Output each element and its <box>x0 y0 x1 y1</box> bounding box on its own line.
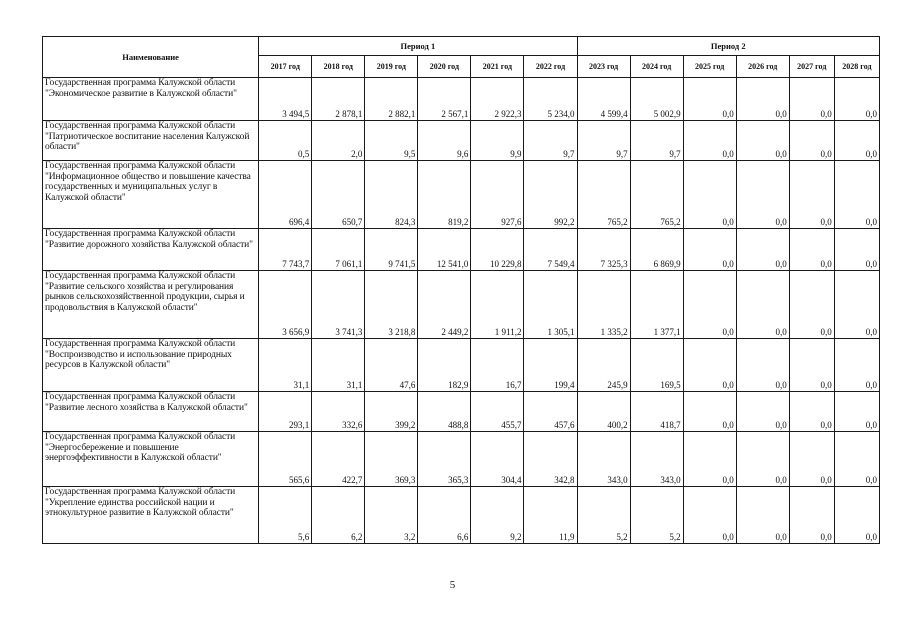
year-header: 2022 год <box>524 56 577 78</box>
program-name-cell: Государственная программа Калужской области "Развитие дорожного хозяйства Калужской области" <box>43 229 259 271</box>
document-sheet <box>42 36 880 544</box>
page-number: 5 <box>449 579 456 591</box>
value-cell: 765,2 <box>630 161 683 229</box>
value-cell: 0,0 <box>736 432 789 487</box>
value-cell: 7 549,4 <box>524 229 577 271</box>
value-cell: 0,0 <box>736 229 789 271</box>
program-name-cell: Государственная программа Калужской области "Развитие сельского хозяйства и регулирования рынков сельскохозяйственной продукции, сырья и продовольствия в Калужской области" <box>43 271 259 339</box>
value-cell: 9,9 <box>471 121 524 161</box>
value-cell: 7 325,3 <box>577 229 630 271</box>
value-cell: 245,9 <box>577 339 630 392</box>
value-cell: 2 567,1 <box>418 78 471 121</box>
program-name-cell: Государственная программа Калужской области "Энергосбережение и повышение энергоэффективности в Калужской области" <box>43 432 259 487</box>
value-cell: 9,7 <box>577 121 630 161</box>
table-row <box>43 78 880 121</box>
value-cell: 9,7 <box>524 121 577 161</box>
value-cell: 0,0 <box>789 229 834 271</box>
value-cell: 0,0 <box>736 487 789 544</box>
value-cell: 4 599,4 <box>577 78 630 121</box>
program-name-cell: Государственная программа Калужской области "Патриотическое воспитание населения Калужской области" <box>43 121 259 161</box>
value-cell: 2,0 <box>312 121 365 161</box>
value-cell: 0,0 <box>789 487 834 544</box>
program-name-cell: Государственная программа Калужской области "Воспроизводство и использование природных ресурсов в Калужской области" <box>43 339 259 392</box>
table-row <box>43 161 880 229</box>
value-cell: 765,2 <box>577 161 630 229</box>
period-1-header: Период 1 <box>259 37 577 56</box>
value-cell: 0,0 <box>683 229 736 271</box>
value-cell: 0,0 <box>789 339 834 392</box>
value-cell: 0,0 <box>736 392 789 432</box>
name-column-header: Наименование <box>43 37 259 78</box>
value-cell: 696,4 <box>259 161 312 229</box>
value-cell: 9,2 <box>471 487 524 544</box>
value-cell: 0,0 <box>789 161 834 229</box>
value-cell: 650,7 <box>312 161 365 229</box>
value-cell: 47,6 <box>365 339 418 392</box>
value-cell: 0,0 <box>736 161 789 229</box>
value-cell: 457,6 <box>524 392 577 432</box>
value-cell: 399,2 <box>365 392 418 432</box>
value-cell: 0,0 <box>683 487 736 544</box>
year-header: 2024 год <box>630 56 683 78</box>
value-cell: 0,0 <box>834 161 879 229</box>
value-cell: 2 882,1 <box>365 78 418 121</box>
program-name-cell: Государственная программа Калужской области "Экономическое развитие в Калужской области" <box>43 78 259 121</box>
value-cell: 2 922,3 <box>471 78 524 121</box>
value-cell: 0,0 <box>834 392 879 432</box>
value-cell: 0,0 <box>834 432 879 487</box>
value-cell: 5 234,0 <box>524 78 577 121</box>
value-cell: 0,0 <box>683 78 736 121</box>
value-cell: 182,9 <box>418 339 471 392</box>
value-cell: 11,9 <box>524 487 577 544</box>
value-cell: 400,2 <box>577 392 630 432</box>
value-cell: 2 878,1 <box>312 78 365 121</box>
value-cell: 9,7 <box>630 121 683 161</box>
value-cell: 3 656,9 <box>259 271 312 339</box>
value-cell: 5 002,9 <box>630 78 683 121</box>
value-cell: 0,0 <box>834 229 879 271</box>
value-cell: 0,0 <box>834 121 879 161</box>
value-cell: 10 229,8 <box>471 229 524 271</box>
value-cell: 293,1 <box>259 392 312 432</box>
value-cell: 0,0 <box>683 392 736 432</box>
value-cell: 0,0 <box>834 339 879 392</box>
value-cell: 0,0 <box>789 121 834 161</box>
value-cell: 343,0 <box>630 432 683 487</box>
value-cell: 819,2 <box>418 161 471 229</box>
value-cell: 2 449,2 <box>418 271 471 339</box>
year-header: 2017 год <box>259 56 312 78</box>
value-cell: 0,0 <box>789 78 834 121</box>
value-cell: 565,6 <box>259 432 312 487</box>
value-cell: 342,8 <box>524 432 577 487</box>
value-cell: 31,1 <box>312 339 365 392</box>
value-cell: 0,0 <box>789 392 834 432</box>
value-cell: 0,0 <box>834 78 879 121</box>
value-cell: 9,6 <box>418 121 471 161</box>
value-cell: 0,0 <box>683 339 736 392</box>
value-cell: 488,8 <box>418 392 471 432</box>
value-cell: 3 494,5 <box>259 78 312 121</box>
value-cell: 0,0 <box>736 339 789 392</box>
year-header: 2023 год <box>577 56 630 78</box>
value-cell: 422,7 <box>312 432 365 487</box>
value-cell: 0,0 <box>683 432 736 487</box>
value-cell: 0,0 <box>834 487 879 544</box>
value-cell: 5,2 <box>630 487 683 544</box>
value-cell: 12 541,0 <box>418 229 471 271</box>
table-row <box>43 487 880 544</box>
value-cell: 418,7 <box>630 392 683 432</box>
value-cell: 0,0 <box>789 432 834 487</box>
value-cell: 0,0 <box>683 271 736 339</box>
value-cell: 927,6 <box>471 161 524 229</box>
value-cell: 5,6 <box>259 487 312 544</box>
value-cell: 0,5 <box>259 121 312 161</box>
value-cell: 0,0 <box>834 271 879 339</box>
value-cell: 3 218,8 <box>365 271 418 339</box>
value-cell: 9 741,5 <box>365 229 418 271</box>
year-header: 2021 год <box>471 56 524 78</box>
value-cell: 1 305,1 <box>524 271 577 339</box>
value-cell: 3,2 <box>365 487 418 544</box>
value-cell: 824,3 <box>365 161 418 229</box>
table-row <box>43 432 880 487</box>
value-cell: 16,7 <box>471 339 524 392</box>
value-cell: 369,3 <box>365 432 418 487</box>
period-2-header: Период 2 <box>577 37 879 56</box>
value-cell: 9,5 <box>365 121 418 161</box>
budget-table <box>42 36 880 544</box>
value-cell: 1 335,2 <box>577 271 630 339</box>
year-header: 2027 год <box>789 56 834 78</box>
value-cell: 31,1 <box>259 339 312 392</box>
program-name-cell: Государственная программа Калужской области "Развитие лесного хозяйства в Калужской области" <box>43 392 259 432</box>
value-cell: 7 743,7 <box>259 229 312 271</box>
value-cell: 7 061,1 <box>312 229 365 271</box>
table-row <box>43 271 880 339</box>
value-cell: 365,3 <box>418 432 471 487</box>
year-header: 2025 год <box>683 56 736 78</box>
value-cell: 199,4 <box>524 339 577 392</box>
table-row <box>43 229 880 271</box>
value-cell: 6,2 <box>312 487 365 544</box>
table-row <box>43 392 880 432</box>
value-cell: 0,0 <box>683 121 736 161</box>
value-cell: 992,2 <box>524 161 577 229</box>
year-header: 2028 год <box>834 56 879 78</box>
program-name-cell: Государственная программа Калужской области "Укрепление единства российской нации и этнокультурное развитие в Калужской области" <box>43 487 259 544</box>
value-cell: 343,0 <box>577 432 630 487</box>
value-cell: 0,0 <box>683 161 736 229</box>
table-row <box>43 121 880 161</box>
value-cell: 1 911,2 <box>471 271 524 339</box>
value-cell: 455,7 <box>471 392 524 432</box>
value-cell: 0,0 <box>789 271 834 339</box>
value-cell: 169,5 <box>630 339 683 392</box>
value-cell: 1 377,1 <box>630 271 683 339</box>
table-body <box>43 78 880 544</box>
year-header: 2020 год <box>418 56 471 78</box>
program-name-cell: Государственная программа Калужской области "Информационное общество и повышение качества государственных и муниципальных услуг в Калужской области" <box>43 161 259 229</box>
value-cell: 6,6 <box>418 487 471 544</box>
value-cell: 5,2 <box>577 487 630 544</box>
value-cell: 3 741,3 <box>312 271 365 339</box>
value-cell: 6 869,9 <box>630 229 683 271</box>
year-header: 2026 год <box>736 56 789 78</box>
value-cell: 0,0 <box>736 121 789 161</box>
value-cell: 304,4 <box>471 432 524 487</box>
year-header: 2019 год <box>365 56 418 78</box>
value-cell: 0,0 <box>736 78 789 121</box>
table-row <box>43 339 880 392</box>
value-cell: 0,0 <box>736 271 789 339</box>
value-cell: 332,6 <box>312 392 365 432</box>
year-header: 2018 год <box>312 56 365 78</box>
